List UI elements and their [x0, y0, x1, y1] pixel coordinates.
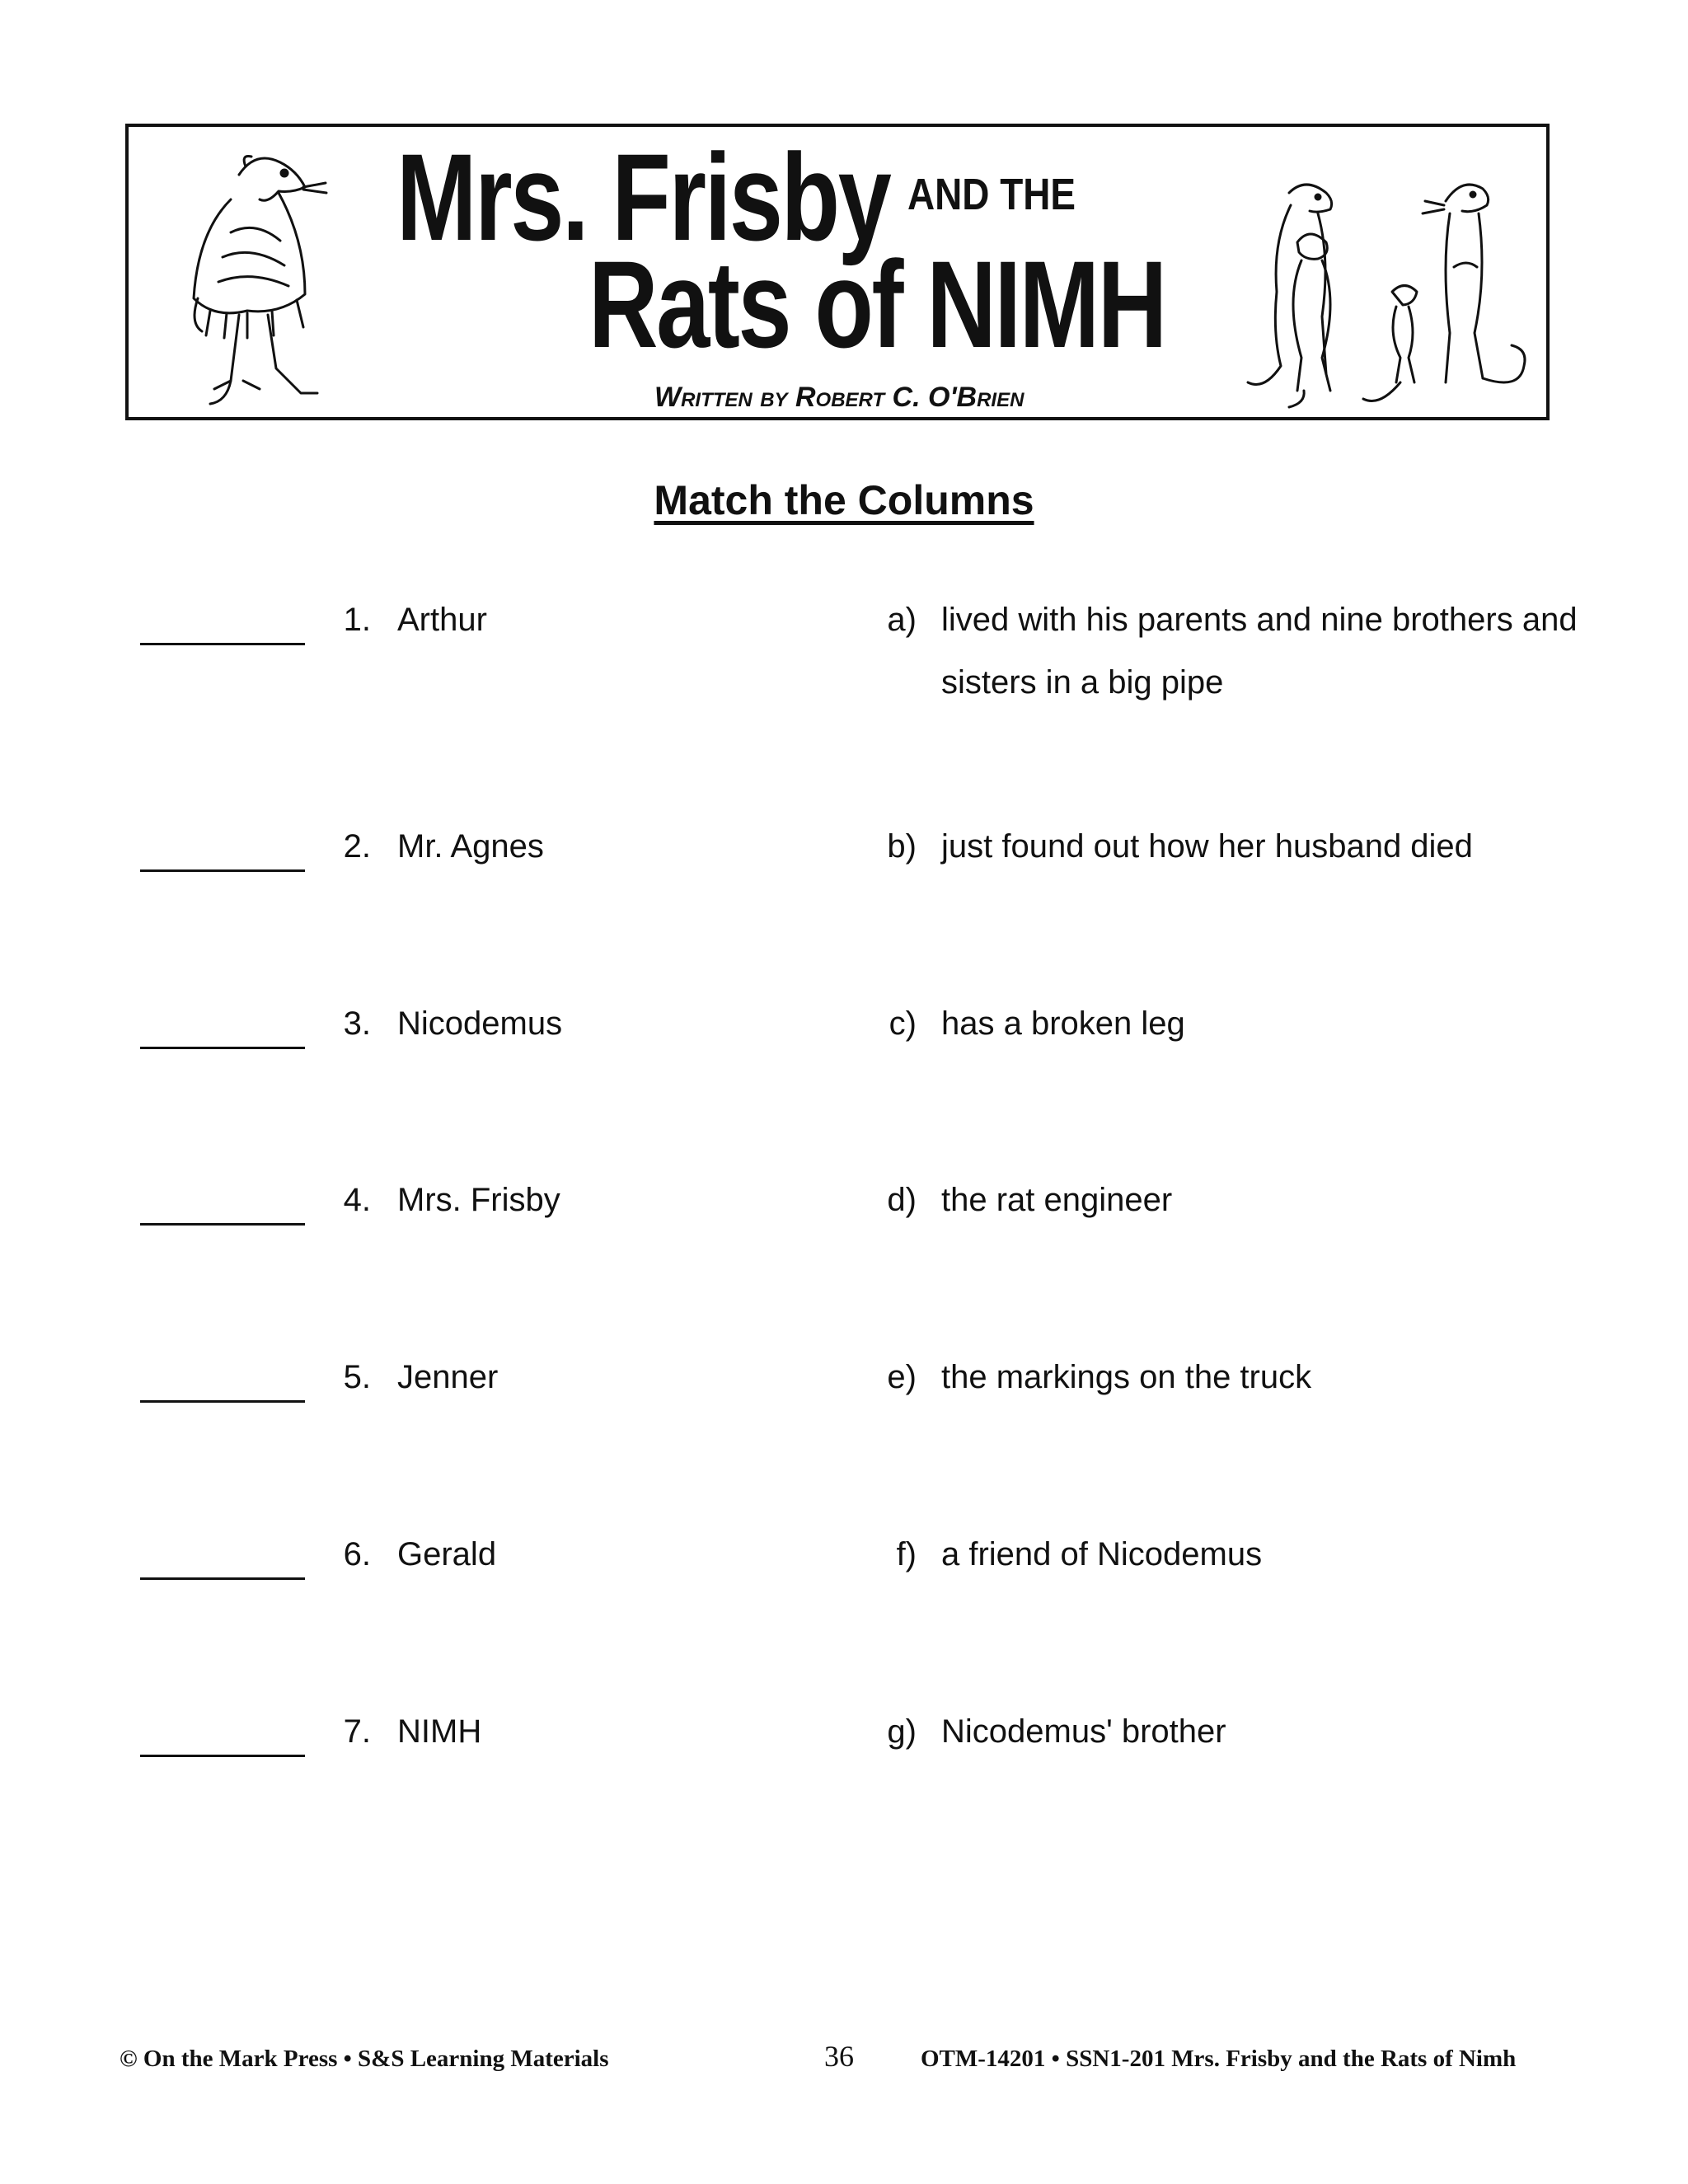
- answer-blank[interactable]: [140, 1047, 305, 1049]
- option-description: the markings on the truck: [941, 1359, 1312, 1395]
- item-name: Gerald: [397, 1536, 497, 1572]
- item-name: Arthur: [397, 602, 487, 638]
- item-name: Mrs. Frisby: [397, 1182, 560, 1218]
- matching-row: [0, 1535, 1688, 1633]
- option-description: has a broken leg: [941, 1005, 1185, 1042]
- page-heading: Match the Columns: [654, 477, 1034, 523]
- item-number: 1.: [343, 602, 371, 638]
- matching-row: [0, 1180, 1688, 1279]
- item-name: Jenner: [397, 1359, 499, 1395]
- footer-publisher: © On the Mark Press • S&S Learning Materials: [120, 2046, 609, 2072]
- book-title-line2: Rats of NIMH: [588, 235, 1165, 373]
- footer-product-code: OTM-14201 • SSN1-201 Mrs. Frisby and the Rats of Nimh: [921, 2046, 1517, 2072]
- item-number: 6.: [343, 1536, 371, 1572]
- answer-blank[interactable]: [140, 869, 305, 872]
- author-byline: Written by Robert C. O'Brien: [654, 382, 1025, 413]
- option-description: lived with his parents and nine brothers and sisters in a big pipe: [941, 602, 1578, 701]
- item-number: 7.: [343, 1713, 371, 1750]
- title-banner: [125, 124, 1550, 420]
- answer-blank[interactable]: [140, 1577, 305, 1580]
- option-description: a friend of Nicodemus: [941, 1536, 1263, 1572]
- option-letter: d): [887, 1182, 917, 1218]
- book-title-and-the: AND THE: [907, 170, 1076, 219]
- option-description: the rat engineer: [941, 1182, 1173, 1218]
- answer-blank[interactable]: [140, 1755, 305, 1757]
- option-description: just found out how her husband died: [941, 828, 1473, 865]
- matching-row: [0, 1712, 1688, 1811]
- option-letter: f): [896, 1536, 917, 1572]
- item-number: 5.: [343, 1359, 371, 1395]
- option-letter: b): [887, 828, 917, 865]
- item-number: 4.: [343, 1182, 371, 1218]
- option-letter: e): [887, 1359, 917, 1395]
- item-number: 3.: [343, 1005, 371, 1042]
- page-number: 36: [824, 2040, 854, 2073]
- matching-row: [0, 600, 1688, 699]
- item-name: NIMH: [397, 1713, 482, 1750]
- option-letter: c): [889, 1005, 917, 1042]
- rat-family-illustration: [1240, 168, 1536, 415]
- item-name: Nicodemus: [397, 1005, 563, 1042]
- item-name: Mr. Agnes: [397, 828, 544, 865]
- item-number: 2.: [343, 828, 371, 865]
- answer-blank[interactable]: [140, 643, 305, 645]
- option-description: Nicodemus' brother: [941, 1713, 1226, 1750]
- option-letter: g): [887, 1713, 917, 1750]
- book-title-line1: Mrs. Frisby: [396, 128, 890, 266]
- matching-row: [0, 1357, 1688, 1456]
- answer-blank[interactable]: [140, 1400, 305, 1403]
- answer-blank[interactable]: [140, 1223, 305, 1226]
- rat-in-shawl-illustration: [181, 142, 330, 414]
- matching-row: [0, 1004, 1688, 1103]
- matching-row: [0, 827, 1688, 926]
- option-letter: a): [887, 602, 917, 638]
